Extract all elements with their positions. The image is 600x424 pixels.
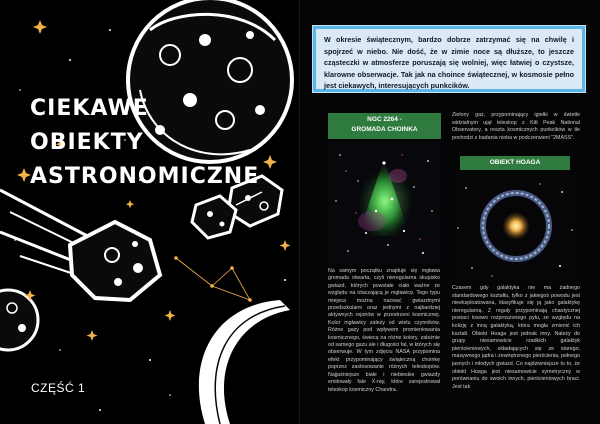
page-title [30, 92, 259, 194]
comet-icon [0, 190, 160, 300]
intro-text: W okresie świątecznym, bardzo dobrze zatrzymać się na chwilę i spojrzeć w niebo. Nie dość, że w zimie noce są dłuższe, to jeszcze cząsteczki w atmosferze poruszają się wolniej, więc łatwiej o czystsze, klarowne obserwacje. Tak jak na choince świątecznej, w kosmosie pełno jest ciekawych, interesujących punkcików. [324, 35, 574, 90]
hoag-ring-galaxy-image [452, 172, 580, 282]
hoag-object-photo [452, 172, 580, 282]
constellation-icon [174, 256, 252, 302]
title-line: CIEKAWE [30, 96, 149, 121]
intro-box [313, 26, 585, 92]
hoag-object-label: OBIEKT HOAGA [460, 156, 570, 170]
title-line: OBIEKTY [30, 130, 144, 155]
asteroid-icon [192, 196, 236, 238]
part-label: CZĘŚĆ 1 [31, 381, 86, 395]
ngc-caption-text: Zielony gaz, przypominający igiełki w świetle widzialnym ujął teleskop z Kitt Peak National Observatory, a reszta kosmicznych punkcików w tle pochodzi z badania nieba w podczerwieni "2MASS". [452, 112, 580, 141]
christmas-tree-cluster-image [328, 141, 441, 264]
title-line: ASTRONOMICZNE [30, 164, 260, 189]
ngc-2264-photo [328, 141, 441, 264]
ngc-article-text: Na samym początku znajduje się mgława gromada otwarta, czyli nieregularna skupisko gwiazd, których powstałe ciało ważne ze względu na otaczającą je mgławicę. Tego typu miejsca można nazwać gwiazdnymi przedszkolami oraz jednymi z najbardziej aktywnych rejonów w przestrzeni kosmicznej. Kolor mgławicy zależy od wielu czynników. Różne gazy pod wpływem promieniowania kosmicznego, świecą na różne kolory, zależnie od samego gazu ale i długości fal, w których się obserwuje. W tym zdjęciu NASA przypomina efekt przypominający świąteczną choinkę poprzez zastosowanie różnych teleskopów. Najjaśniejsze białe i niebieskie gwiazdy emitowały fale X-ray, które zarejestrował teleskop kosmiczny Chandra. [328, 268, 440, 393]
crescent-moon-icon [199, 300, 290, 424]
planet-icon [0, 290, 38, 350]
ngc-2264-label [328, 113, 441, 139]
ngc-label-line: GROMADA CHOINKA [351, 126, 418, 133]
hoag-article-text: Czasem gdy galaktyka nie ma żadnego standardowego kształtu, tylko z jakiegoś powodu jest nieeksploatowana, klasyfikuje się ją jako galaktykę nieregularną. Z reguły przypominają chaotycznej postaci losowo rozproszonego pyłu, ze względu na kolizję z inną galaktyką, która mogła zmienić ich kształt. Obiekt Hoaga jest jednak inny. Należy do grupy niesamowicie rzadkich galaktyk pierścieniowych, składających się ze starego, masywnego jądra i zewnętrznego pierścienia, pełnego jasnych i młodych gwiazd. Co najdziwniejsze to to, że obiekt Hoaga jest niesamowicie symetryczny w porównaniu do swoich innych, pierścieniowych braci. Jest tak [452, 285, 580, 390]
ngc-label-line: NGC 2264 - [367, 116, 402, 123]
